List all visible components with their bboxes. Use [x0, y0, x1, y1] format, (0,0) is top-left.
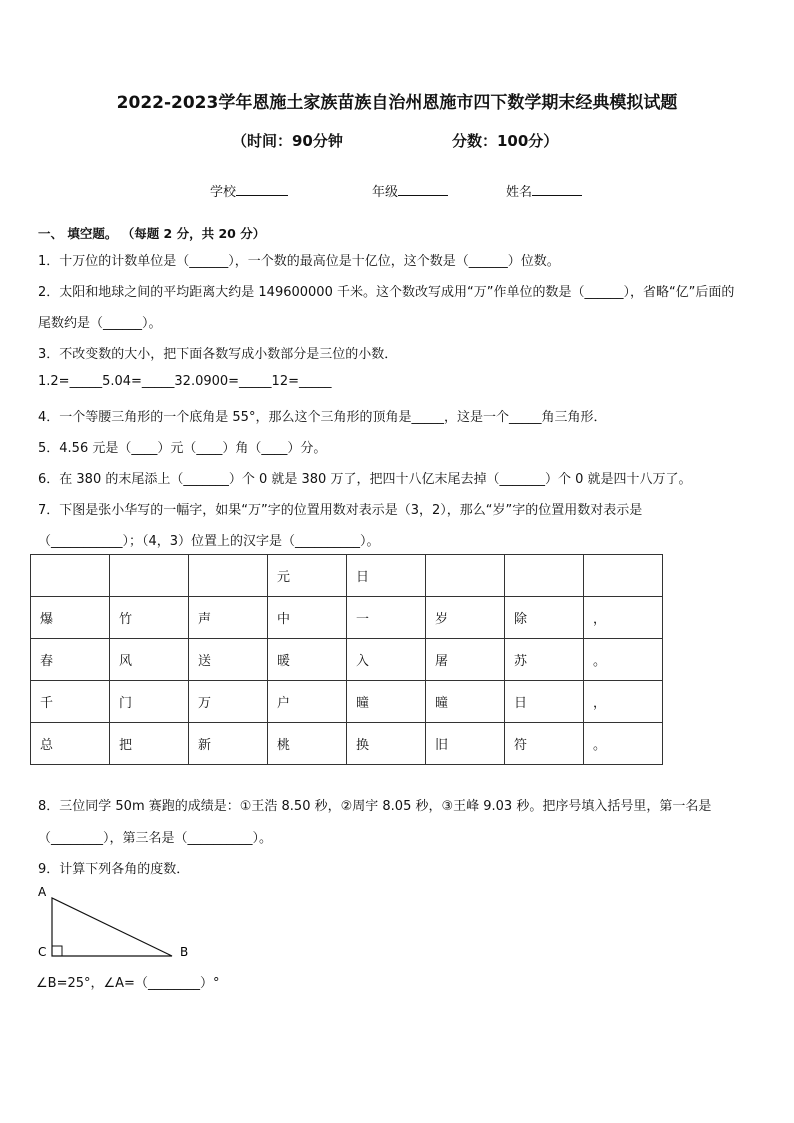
grid-cell: 。 — [584, 639, 663, 681]
question-7-line-2: （___________）；（4，3）位置上的汉字是（__________）。 — [38, 534, 380, 549]
question-1: 1．十万位的计数单位是（______），一个数的最高位是十亿位，这个数是（______）位数。 — [38, 254, 560, 269]
grid-cell: 旧 — [426, 723, 505, 765]
grid-cell — [584, 555, 663, 597]
section-heading: 一、 填空题。 （每题 2 分，共 20 分） — [38, 226, 266, 241]
grid-cell: 桃 — [268, 723, 347, 765]
triangle-outline — [52, 898, 172, 956]
grid-cell: 中 — [268, 597, 347, 639]
question-9-answer: ∠B=25°，∠A=（________）° — [36, 976, 220, 991]
name-field — [506, 181, 582, 200]
grid-cell: ， — [584, 597, 663, 639]
grid-cell: 声 — [189, 597, 268, 639]
grade-field — [372, 181, 448, 200]
grid-cell: 户 — [268, 681, 347, 723]
name-blank — [532, 183, 582, 196]
grid-cell: 门 — [110, 681, 189, 723]
question-8-line-2: （________），第三名是（__________）。 — [38, 831, 273, 846]
grid-cell — [505, 555, 584, 597]
question-2-line-1: 2．太阳和地球之间的平均距离大约是 149600000 千米。这个数改写成用“万”作单位的数是（______），省略“亿”后面的 — [38, 285, 735, 300]
grid-cell: 春 — [31, 639, 110, 681]
grid-cell: 屠 — [426, 639, 505, 681]
grade-blank — [398, 183, 448, 196]
vertex-a-label: A — [38, 885, 47, 899]
question-3-line-1: 3．不改变数的大小，把下面各数写成小数部分是三位的小数． — [38, 347, 398, 362]
grid-cell — [31, 555, 110, 597]
right-triangle-figure — [30, 880, 210, 965]
grid-cell — [189, 555, 268, 597]
grid-cell — [110, 555, 189, 597]
grid-cell — [426, 555, 505, 597]
grid-cell: 暖 — [268, 639, 347, 681]
grid-cell: 日 — [505, 681, 584, 723]
question-8-line-1: 8．三位同学 50m 赛跑的成绩是：①王浩 8.50 秒，②周宇 8.05 秒，③王峰 9.03 秒。把序号填入括号里，第一名是 — [38, 799, 712, 814]
exam-score: 分数：100分） — [452, 132, 559, 150]
question-4: 4．一个等腰三角形的一个底角是 55°，那么这个三角形的顶角是_____，这是一个_____角三角形． — [38, 410, 607, 425]
grid-cell: 日 — [347, 555, 426, 597]
question-9: 9．计算下列各角的度数． — [38, 862, 190, 877]
grid-cell: 除 — [505, 597, 584, 639]
vertex-b-label: B — [180, 945, 189, 959]
question-5: 5．4.56 元是（____）元（____）角（____）分。 — [38, 441, 327, 456]
grid-cell: 入 — [347, 639, 426, 681]
grid-cell: 送 — [189, 639, 268, 681]
question-6: 6．在 380 的末尾添上（_______）个 0 就是 380 万了，把四十八亿末尾去掉（_______）个 0 就是四十八万了。 — [38, 472, 692, 487]
grid-cell: 苏 — [505, 639, 584, 681]
grid-row — [31, 681, 663, 723]
grid-cell: 风 — [110, 639, 189, 681]
grid-cell: 符 — [505, 723, 584, 765]
grid-cell: 把 — [110, 723, 189, 765]
question-3-line-2: 1.2=_____5.04=_____32.0900=_____12=_____ — [38, 374, 332, 389]
grid-row — [31, 723, 663, 765]
name-label: 姓名 — [506, 185, 533, 200]
page-title: 2022-2023学年恩施土家族苗族自治州恩施市四下数学期末经典模拟试题 — [116, 93, 678, 113]
grid-cell: 新 — [189, 723, 268, 765]
grid-cell: 总 — [31, 723, 110, 765]
grid-cell: 曈 — [347, 681, 426, 723]
exam-time: （时间：90分钟 — [232, 132, 343, 150]
question-7-line-1: 7．下图是张小华写的一幅字，如果“万”字的位置用数对表示是（3，2），那么“岁”字的位置用数对表示是 — [38, 503, 643, 518]
grade-label: 年级 — [372, 185, 399, 200]
school-blank — [236, 183, 288, 196]
grid-cell: 一 — [347, 597, 426, 639]
grid-row — [31, 639, 663, 681]
right-angle-mark — [52, 946, 62, 956]
grid-cell: 岁 — [426, 597, 505, 639]
grid-row — [31, 597, 663, 639]
grid-cell: 换 — [347, 723, 426, 765]
school-label: 学校 — [210, 185, 237, 200]
school-field — [210, 181, 288, 200]
grid-cell: 。 — [584, 723, 663, 765]
grid-cell: ， — [584, 681, 663, 723]
grid-cell: 曈 — [426, 681, 505, 723]
grid-row — [31, 555, 663, 597]
grid-cell: 万 — [189, 681, 268, 723]
grid-cell: 千 — [31, 681, 110, 723]
grid-cell: 竹 — [110, 597, 189, 639]
grid-cell: 爆 — [31, 597, 110, 639]
grid-cell: 元 — [268, 555, 347, 597]
question-2-line-2: 尾数约是（______）。 — [38, 316, 162, 331]
vertex-c-label: C — [38, 945, 47, 959]
character-grid — [30, 554, 663, 765]
